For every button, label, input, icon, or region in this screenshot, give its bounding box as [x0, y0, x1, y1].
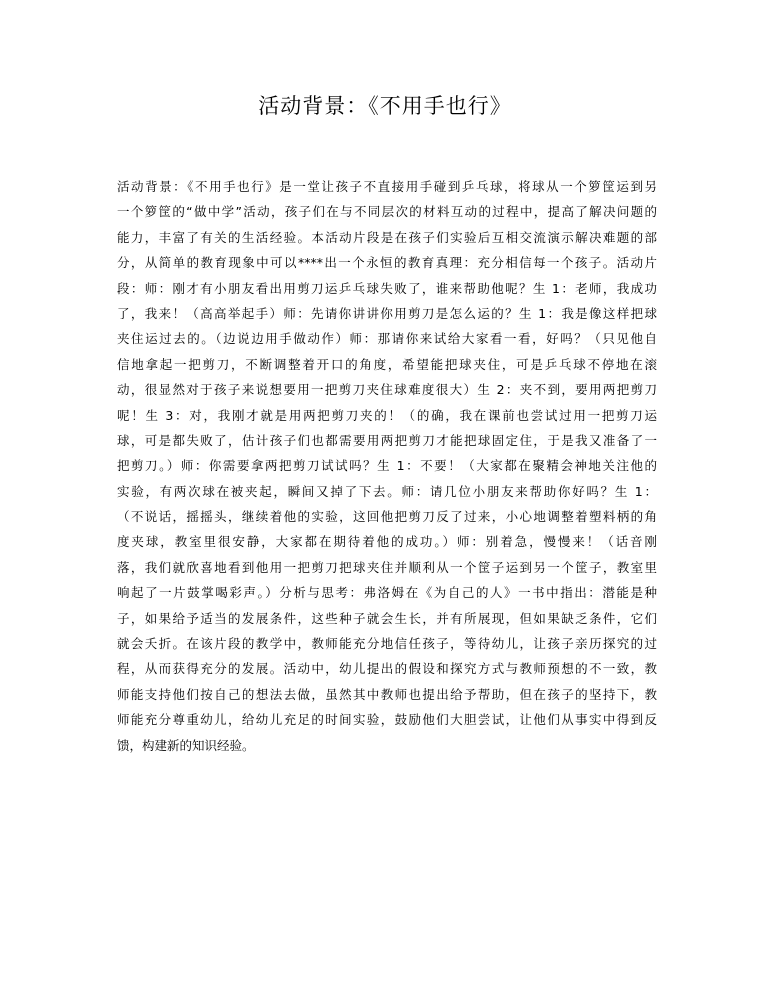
- body-line: 段：师：刚才有小朋友看出用剪刀运乒乓球失败了，谁来帮助他呢？生 1：老师，我成功: [117, 280, 657, 296]
- body-line: 实验，有两次球在被夹起，瞬间又掉了下去。师：请几位小朋友来帮助你好吗？生 1：: [117, 483, 657, 499]
- body-line: 程，从而获得充分的发展。活动中，幼儿提出的假设和探究方式与教师预想的不一致，教: [117, 661, 657, 677]
- body-line: 活动背景：《不用手也行》是一堂让孩子不直接用手碰到乒乓球，将球从一个箩筐运到另: [117, 179, 657, 194]
- document-body: [117, 174, 657, 758]
- body-line: （不说话，摇摇头，继续着他的实验，这回他把剪刀反了过来，小心地调整着塑料柄的角: [117, 509, 657, 525]
- body-line: 分，从简单的教育现象中可以****出一个永恒的教育真理：充分相信每一个孩子。活动片: [117, 255, 657, 271]
- body-line: 呢！生 3：对，我刚才就是用两把剪刀夹的！（的确，我在课前也尝试过用一把剪刀运: [117, 407, 657, 423]
- body-line: 师能支持他们按自己的想法去做，虽然其中教师也提出给予帮助，但在孩子的坚持下，教: [117, 686, 657, 702]
- body-line: 一个箩筐的“做中学”活动，孩子们在与不同层次的材料互动的过程中，提高了解决问题的: [117, 204, 657, 220]
- body-line: 师能充分尊重幼儿，给幼儿充足的时间实验，鼓励他们大胆尝试，让他们从事实中得到反: [117, 712, 657, 728]
- body-line: 响起了一片鼓掌喝彩声。）分析与思考：弗洛姆在《为自己的人》一书中指出：潜能是种: [117, 585, 657, 601]
- body-line: 夹住运过去的。（边说边用手做动作）师：那请你来试给大家看一看，好吗？（只见他自: [117, 331, 657, 347]
- body-line: 落，我们就欣喜地看到他用一把剪刀把球夹住并顺利从一个筐子运到另一个筐子，教室里: [117, 559, 657, 575]
- body-line: 子，如果给予适当的发展条件，这些种子就会生长，并有所展现，但如果缺乏条件，它们: [117, 610, 657, 626]
- body-line: 把剪刀。）师：你需要拿两把剪刀试试吗？生 1：不要！（大家都在聚精会神地关注他的: [117, 458, 657, 474]
- body-line: 能力，丰富了有关的生活经验。本活动片段是在孩子们实验后互相交流演示解决难题的部: [117, 229, 657, 245]
- body-line: 动，很显然对于孩子来说想要用一把剪刀夹住球难度很大）生 2：夹不到，要用两把剪刀: [117, 382, 657, 398]
- body-line: 了，我来！（高高举起手）师：先请你讲讲你用剪刀是怎么运的？生 1：我是像这样把球: [117, 305, 657, 321]
- body-line: 度夹球，教室里很安静，大家都在期待着他的成功。）师：别着急，慢慢来！（话音刚: [117, 534, 657, 550]
- body-line: 球，可是都失败了，估计孩子们也都需要用两把剪刀才能把球固定住，于是我又准备了一: [117, 432, 657, 448]
- body-line: 信地拿起一把剪刀，不断调整着开口的角度，希望能把球夹住，可是乒乓球不停地在滚: [117, 356, 657, 372]
- page-title: 活动背景：《不用手也行》: [258, 94, 512, 118]
- body-line: 就会夭折。在该片段的教学中，教师能充分地信任孩子，等待幼儿，让孩子亲历探究的过: [117, 636, 657, 652]
- body-line: 馈，构建新的知识经验。: [117, 737, 255, 753]
